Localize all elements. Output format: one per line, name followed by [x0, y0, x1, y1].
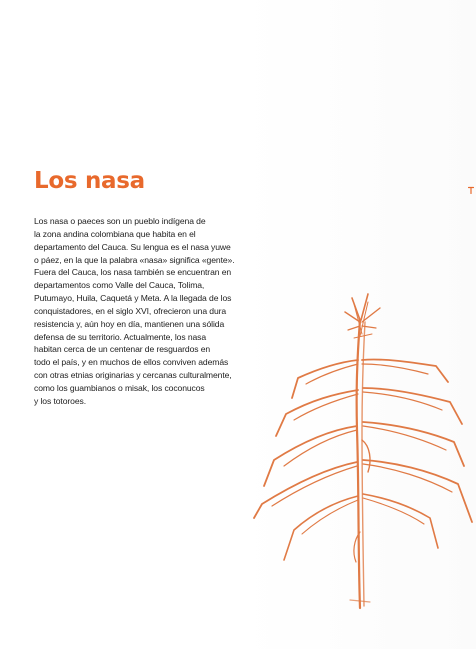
body-paragraph — [34, 215, 239, 408]
paragraph-line: o páez, en la que la palabra «nasa» significa «gente». — [34, 254, 235, 265]
paragraph-line: Fuera del Cauca, los nasa también se encuentran en — [34, 267, 232, 278]
paragraph-line: con otras etnias originarias y cercanas culturalmente, — [34, 370, 232, 381]
paragraph-line: todo el país, y en muchos de ellos conviven además — [34, 357, 229, 368]
paragraph-line: defensa de su territorio. Actualmente, los nasa — [34, 331, 207, 342]
page-title: Los nasa — [34, 168, 145, 194]
paragraph-line: y los totoroes. — [34, 395, 86, 406]
paragraph-line: resistencia y, aún hoy en día, mantienen una sólida — [34, 318, 225, 329]
paragraph-line: habitan cerca de un centenar de resguardos en — [34, 344, 211, 355]
paragraph-line: Putumayo, Huila, Caquetá y Meta. A la llegada de los — [34, 293, 232, 304]
paragraph-line: conquistadores, en el siglo XVI, ofrecieron una dura — [34, 305, 227, 316]
orange-tick-icon — [468, 186, 474, 194]
paragraph-line: Los nasa o paeces son un pueblo indígena de — [34, 216, 206, 226]
paragraph-line: departamentos como Valle del Cauca, Tolima, — [34, 280, 205, 291]
paragraph-line: como los guambianos o misak, los coconucos — [34, 382, 205, 393]
corn-plant-drawing — [250, 290, 476, 610]
paragraph-line: departamento del Cauca. Su lengua es el nasa yuwe — [34, 241, 231, 252]
paragraph-line: la zona andina colombiana que habita en el — [34, 228, 196, 239]
